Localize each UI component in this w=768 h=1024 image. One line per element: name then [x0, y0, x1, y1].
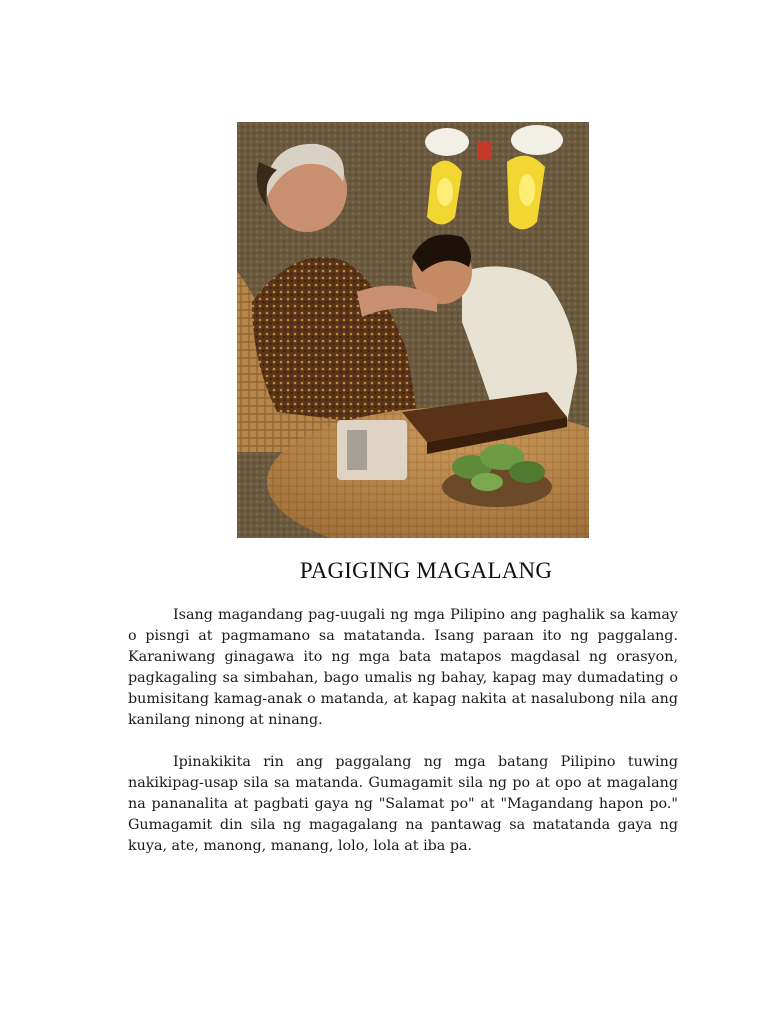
page-title: PAGIGING MAGALANG	[299, 558, 553, 583]
paragraph-2: Ipinakikita rin ang paggalang ng mga batang Pilipino tuwing nakikipag-usap sila sa matanda. Gumagamit sila ng po at opo at magalang na pananalita at pagbati gaya ng "Salamat po" at "Magandang hapon po." Gumagamit din sila ng magagalang na pantawag sa matatanda gaya ng kuya, ate, manong, manang, lolo, lola at iba pa.	[128, 754, 678, 854]
photo-grandmother-mano-scene	[237, 122, 589, 538]
paragraph-1: Isang magandang pag-uugali ng mga Pilipino ang paghalik sa kamay o pisngi at pagmamano sa matatanda. Isang paraan ito ng paggalang. Karaniwang ginagawa ito ng mga bata matapos magdasal ng orasyon, pagkagaling sa simbahan, bago umalis ng bahay, kapag may dumadating o bumisitang kamag-anak o matanda, at kapag nakita at nasalubong nila ang kanilang ninong at ninang.	[128, 607, 678, 728]
illustration-photo	[237, 122, 589, 538]
